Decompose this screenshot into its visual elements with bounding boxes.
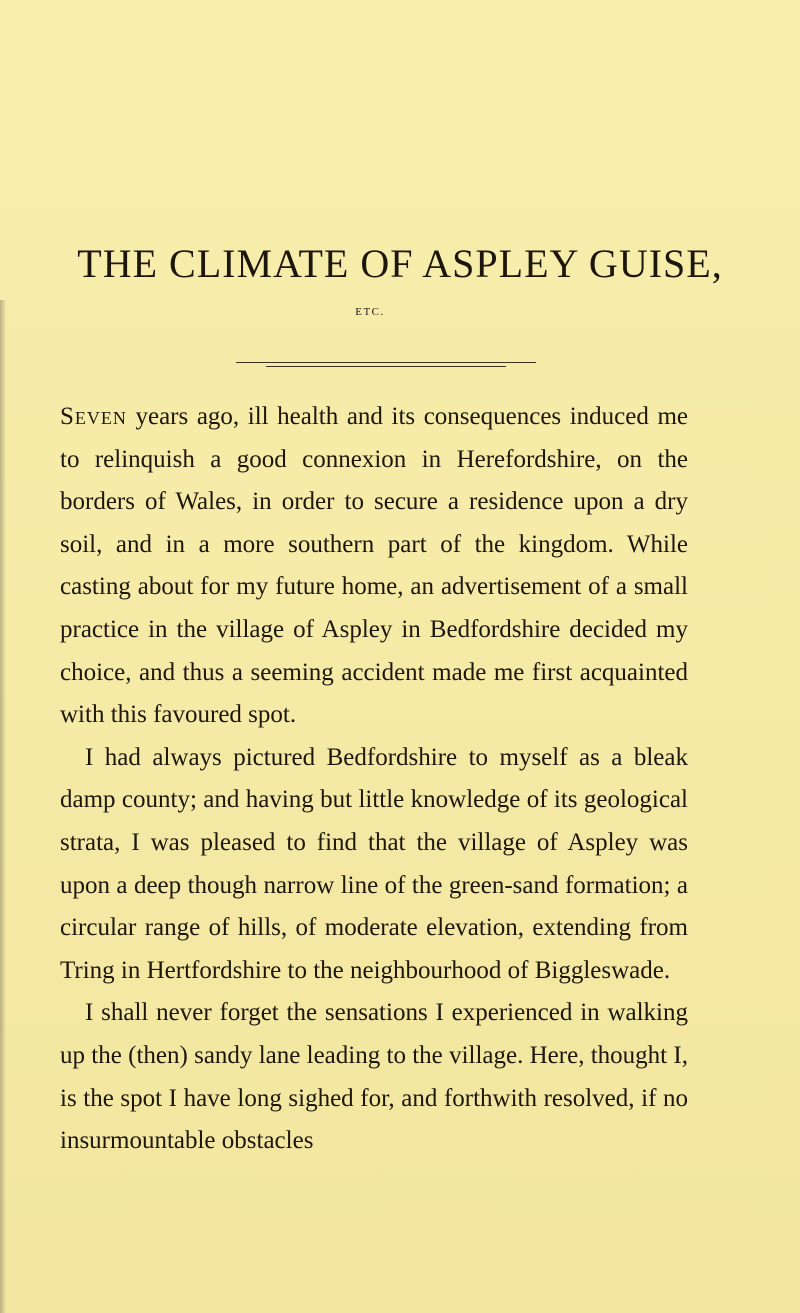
- decorative-double-rule: [236, 362, 536, 367]
- rule-line-bottom: [266, 366, 506, 367]
- page-title: THE CLIMATE OF ASPLEY GUISE,: [77, 241, 723, 286]
- paragraph-3: I shall never forget the sensations I experienced in walking up the (then) sandy lane leading to the village. Here, thought I, is the spot I have long sighed for, and forthwith resolved, if no insurmountable obstacles: [60, 999, 688, 1155]
- rule-line-top: [236, 362, 536, 363]
- paragraph-1-text: years ago, ill health and its consequences induced me to relinquish a good connexion in Herefordshire, on the borders of Wales, in order to secure a residence upon a dry soil, and in a more southern part of the kingdom. While casting about for my future home, an advertisement of a small practice in the village of Aspley in Bedfordshire decided my choice, and thus a seeming accident made me first acquainted with this favoured spot.: [60, 403, 688, 729]
- paragraph-1: [60, 396, 688, 737]
- paragraph-2: I had always pictured Bedfordshire to myself as a bleak damp county; and having but little knowledge of its geological strata, I was pleased to find that the village of Aspley was upon a deep though narrow line of the green-sand formation; a circular range of hills, of moderate elevation, extending from Tring in Hertfordshire to the neighbourhood of Biggleswade.: [60, 743, 688, 984]
- opening-word: Seven: [60, 403, 127, 430]
- body-text: [60, 396, 688, 1163]
- page-subtitle: ETC.: [355, 306, 385, 318]
- page-binding-edge: [0, 300, 6, 1313]
